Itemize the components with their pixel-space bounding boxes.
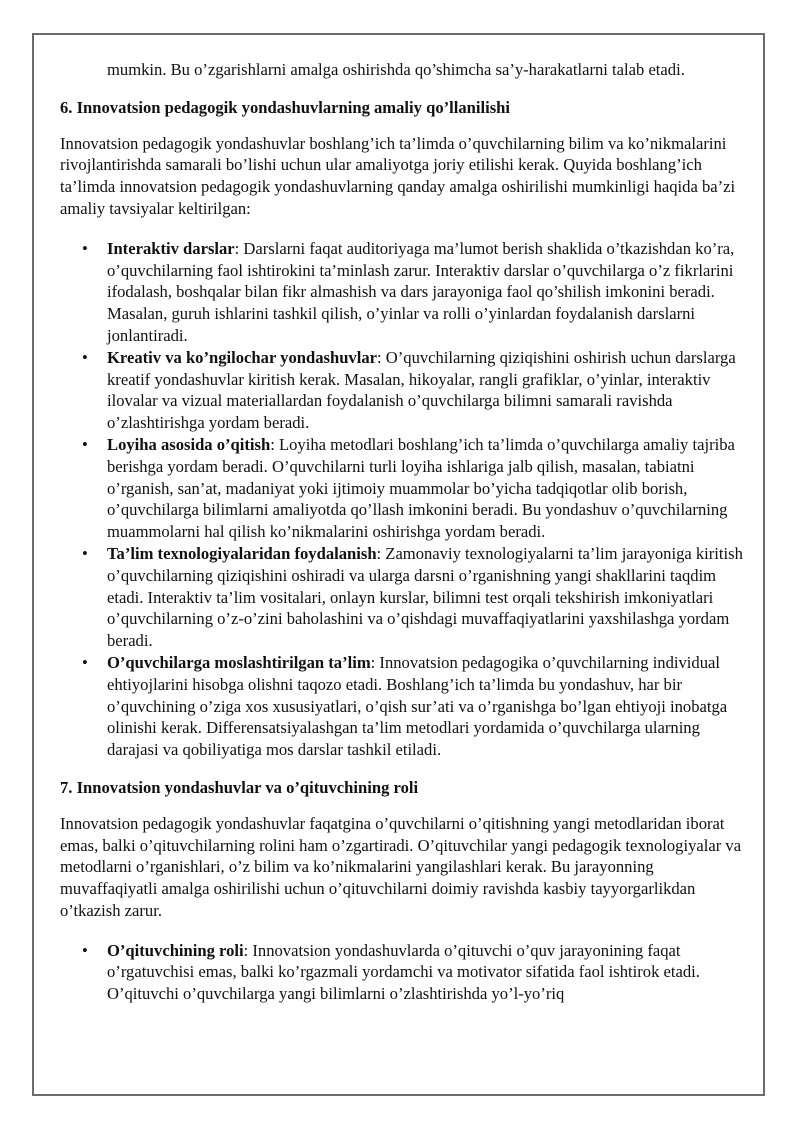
section-6-list <box>60 238 750 761</box>
section-7-intro: Innovatsion pedagogik yondashuvlar faqatgina o’quvchilarni o’qitishning yangi metodlaridan iborat emas, balki o’qituvchilarning rolini ham o’zgartiradi. O’qituvchilar yangi pedagogik texnologiyalar va metodlarni o’rganishlari, o’z bilim va ko’nikmalarini yangilashlari kerak. Bu jarayonning muvaffaqiyatli amalga oshirilishi uchun o’qituvchilarni doimiy ravishda kasbiy tayyorgarlikdan o’tkazish zarur. <box>60 813 742 920</box>
list-item <box>60 940 747 1005</box>
list-item-text: : O’quvchilarning qiziqishini oshirish uchun darslarga kreatif yondashuvlar kiritish kerak. Masalan, hikoyalar, rangli grafiklar, o’yinlar, interaktiv ilovalar va vizual materiallardan foydalanish o’quvchilarga bilimni samarali ravishda o’zlashtirishga yordam beradi. <box>107 347 736 433</box>
list-item-term: Kreativ va ko’ngilochar yondashuvlar <box>107 347 377 367</box>
document-body <box>60 59 750 1021</box>
list-item-term: Ta’lim texnologiyalaridan foydalanish <box>107 543 377 563</box>
continuation-paragraph: mumkin. Bu o’zgarishlarni amalga oshirishda qo’shimcha sa’y-harakatlarni talab etadi. <box>107 60 685 79</box>
section-7-list <box>60 940 750 1005</box>
section-7-heading: 7. Innovatsion yondashuvlar va o’qituvchining roli <box>60 777 419 797</box>
bullet-icon: • <box>82 238 88 258</box>
list-item <box>60 652 747 761</box>
list-item-text: : Innovatsion yondashuvlarda o’qituvchi o’quv jarayonining faqat o’rgatuvchisi emas, balki ko’rgazmali yordamchi va motivator sifatida faol ishtirok etadi. O’qituvchi o’quvchilarga yangi bilimlarni o’zlashtirishda yo’l-yo’riq <box>107 940 700 1004</box>
list-item-text: : Innovatsion pedagogika o’quvchilarning individual ehtiyojlarini hisobga olishni taqozo etadi. Boshlang’ich ta’limda bu yondashuv, har bir o’quvchining o’ziga xos xususiyatlari, o’qish sur’ati va o’rganishga bo’lgan ehtiyoji inobatga olinishi kerak. Differensatsiyalashgan ta’lim metodlari yordamida o’quvchilarga ularning darajasi va qobiliyatiga mos darslar tashkil etiladi. <box>107 652 728 760</box>
list-item-term: Loyiha asosida o’qitish <box>107 434 271 454</box>
bullet-icon: • <box>82 434 88 454</box>
bullet-icon: • <box>82 347 88 367</box>
section-6-intro: Innovatsion pedagogik yondashuvlar boshlang’ich ta’limda o’quvchilarning bilim va ko’nikmalarini rivojlantirishda samarali bo’lishi uchun ular amaliyotga joriy etilishi kerak. Quyida boshlang’ich ta’limda innovatsion pedagogik yondashuvlarning qanday amalga oshirilishi mumkinligi haqida ba’zi amaliy tavsiyalar keltirilgan: <box>60 133 736 218</box>
bullet-icon: • <box>82 652 88 672</box>
page-frame <box>32 33 765 1096</box>
list-item-text: : Zamonaviy texnologiyalarni ta’lim jarayoniga kiritish o’quvchilarning qiziqishini oshiradi va ularga darsni o’rganishning yangi shakllarini taqdim etadi. Interaktiv ta’lim vositalari, onlayn kurslar, bilimni test orqali tekshirish imkoniyatlari o’quvchilarning o’z-o’zini baholashini va o’qishdagi muvaffaqiyatlarini yaxshilashga yordam beradi. <box>107 543 743 651</box>
list-item <box>60 238 747 347</box>
list-item-term: Interaktiv darslar <box>107 238 235 258</box>
list-item <box>60 434 747 543</box>
list-item <box>60 543 747 652</box>
list-item-text: : Darslarni faqat auditoriyaga ma’lumot berish shaklida o’tkazishdan ko’ra, o’quvchilarning faol ishtirokini ta’minlash zarur. Interaktiv darslar o’quvchilarga o’z fikrlarini ifodalash, boshqalar bilan fikr almashish va dars jarayoniga faol qo’shilish imkonini beradi. Masalan, guruh ishlarini tashkil qilish, o’yinlar va rolli o’yinlardan foydalanish darslarni jonlantiradi. <box>107 238 735 345</box>
list-item <box>60 347 747 434</box>
list-item-term: O’qituvchining roli <box>107 940 244 960</box>
list-item-term: O’quvchilarga moslashtirilgan ta’lim <box>107 652 371 672</box>
bullet-icon: • <box>82 940 88 960</box>
bullet-icon: • <box>82 543 88 563</box>
list-item-text: : Loyiha metodlari boshlang’ich ta’limda o’quvchilarga amaliy tajriba berishga yordam beradi. O’quvchilarni turli loyiha ishlariga jalb qilish, masalan, tabiatni o’rganish, san’at, madaniyat yoki ijtimoiy muammolar bo’yicha tadqiqotlar olib borish, o’quvchilarga bilimlarni amaliyotda qo’llash imkonini beradi. Bu yondashuv o’quvchilarning muammolarni hal qilish ko’nikmalarini oshirishga yordam beradi. <box>107 434 735 542</box>
section-6-heading: 6. Innovatsion pedagogik yondashuvlarning amaliy qo’llanilishi <box>60 97 511 117</box>
